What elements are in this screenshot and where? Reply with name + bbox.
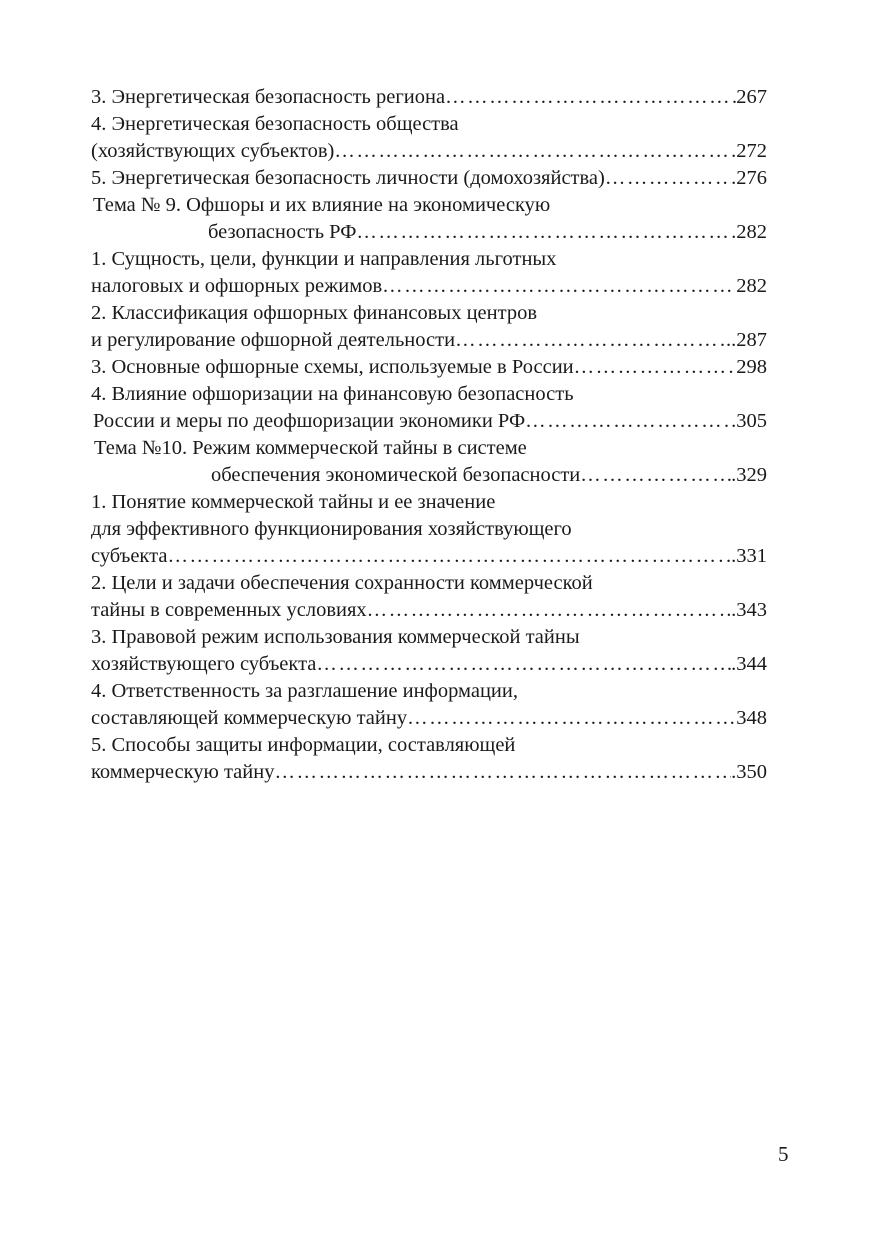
- toc-line: [91, 462, 767, 489]
- dot-leader: [316, 651, 731, 678]
- toc-entry-text: 4. Энергетическая безопасность общества: [91, 113, 459, 135]
- toc-entry-text: субъекта: [91, 545, 168, 567]
- toc-line: [91, 678, 767, 705]
- toc-entry-text: России и меры по деофшоризации экономики РФ: [93, 410, 526, 432]
- toc-line: [91, 300, 767, 327]
- toc-entry-text: налоговых и офшорных режимов: [91, 275, 383, 297]
- toc-entry-text: (хозяйствующих субъектов): [91, 140, 335, 162]
- toc-page-ref: 282: [736, 221, 767, 243]
- toc-page-ref: ..331: [726, 545, 767, 567]
- dot-leader: [334, 138, 731, 165]
- toc-line: [91, 516, 767, 543]
- dot-leader: [356, 219, 736, 246]
- toc-entry-text: тайны в современных условиях: [91, 599, 367, 621]
- toc-entry-text: обеспечения экономической безопасности: [211, 464, 581, 486]
- dot-leader: [580, 462, 731, 489]
- toc-entry-text: 1. Сущность, цели, функции и направления льготных: [91, 248, 557, 270]
- dot-leader: [382, 273, 736, 300]
- toc-page-ref: .329: [731, 464, 767, 486]
- toc-page-ref: 348: [736, 707, 767, 729]
- toc-line: [91, 246, 767, 273]
- toc-line: [91, 84, 767, 111]
- toc-page-ref: ..287: [726, 329, 767, 351]
- toc-entry-text: составляющей коммерческую тайну: [91, 707, 408, 729]
- toc-page-ref: 282: [736, 275, 767, 297]
- dot-leader: [574, 354, 737, 381]
- toc-entry-text: 4. Ответственность за разглашение информации,: [91, 680, 518, 702]
- toc-line: [91, 597, 767, 624]
- toc-topic-heading: [91, 435, 767, 462]
- toc-page-ref: .272: [731, 140, 767, 162]
- toc-page-ref: 298: [736, 356, 767, 378]
- toc-entry-text: Тема № 9. Офшоры и их влияние на экономическую: [93, 194, 551, 216]
- dot-leader: [455, 327, 726, 354]
- toc-entry-text: 3. Основные офшорные схемы, используемые в России: [91, 356, 574, 378]
- toc-line: [91, 219, 767, 246]
- toc-line: [91, 165, 767, 192]
- toc-line: [91, 705, 767, 732]
- toc-line: [91, 138, 767, 165]
- toc-line: [91, 651, 767, 678]
- toc-entry-text: хозяйствующего субъекта: [91, 653, 317, 675]
- toc-line: [91, 273, 767, 300]
- toc-entry-text: 4. Влияние офшоризации на финансовую безопасность: [91, 383, 574, 405]
- toc-page-ref: .276: [731, 167, 767, 189]
- toc-entry-text: коммерческую тайну: [91, 761, 275, 783]
- toc-page-ref: .344: [731, 653, 767, 675]
- dot-leader: [525, 408, 731, 435]
- toc-page-ref: .343: [731, 599, 767, 621]
- toc-entry-text: 3. Энергетическая безопасность региона: [91, 86, 446, 108]
- dot-leader: [605, 165, 731, 192]
- toc-entry-text: 2. Цели и задачи обеспечения сохранности коммерческой: [91, 572, 593, 594]
- dot-leader: [367, 597, 731, 624]
- toc-line: [91, 354, 767, 381]
- toc-entry-text: для эффективного функционирования хозяйствующего: [91, 518, 572, 540]
- toc-line: [91, 111, 767, 138]
- toc-line: [91, 381, 767, 408]
- toc-line: [91, 327, 767, 354]
- toc-line: [91, 543, 767, 570]
- toc-page-ref: .305: [731, 410, 767, 432]
- toc-line: [91, 624, 767, 651]
- table-of-contents: [91, 84, 767, 786]
- toc-entry-text: 5. Энергетическая безопасность личности (домохозяйства): [91, 167, 605, 189]
- toc-line: [91, 408, 767, 435]
- toc-page-ref: 267: [736, 86, 767, 108]
- toc-entry-text: безопасность РФ: [208, 221, 357, 243]
- toc-line: [91, 732, 767, 759]
- toc-line: [91, 570, 767, 597]
- toc-entry-text: Тема №10. Режим коммерческой тайны в системе: [94, 437, 527, 459]
- dot-leader: [274, 759, 731, 786]
- toc-line: [91, 489, 767, 516]
- toc-entry-text: 5. Способы защиты информации, составляющей: [91, 734, 516, 756]
- toc-line: [91, 759, 767, 786]
- dot-leader: [407, 705, 736, 732]
- toc-entry-text: и регулирование офшорной деятельности: [91, 329, 456, 351]
- toc-entry-text: 2. Классификация офшорных финансовых центров: [91, 302, 538, 324]
- toc-topic-heading: [91, 192, 767, 219]
- toc-page-ref: .350: [731, 761, 767, 783]
- dot-leader: [445, 84, 736, 111]
- toc-entry-text: 1. Понятие коммерческой тайны и ее значение: [91, 491, 496, 513]
- toc-entry-text: 3. Правовой режим использования коммерческой тайны: [91, 626, 580, 648]
- page-number: 5: [778, 1142, 789, 1166]
- dot-leader: [167, 543, 726, 570]
